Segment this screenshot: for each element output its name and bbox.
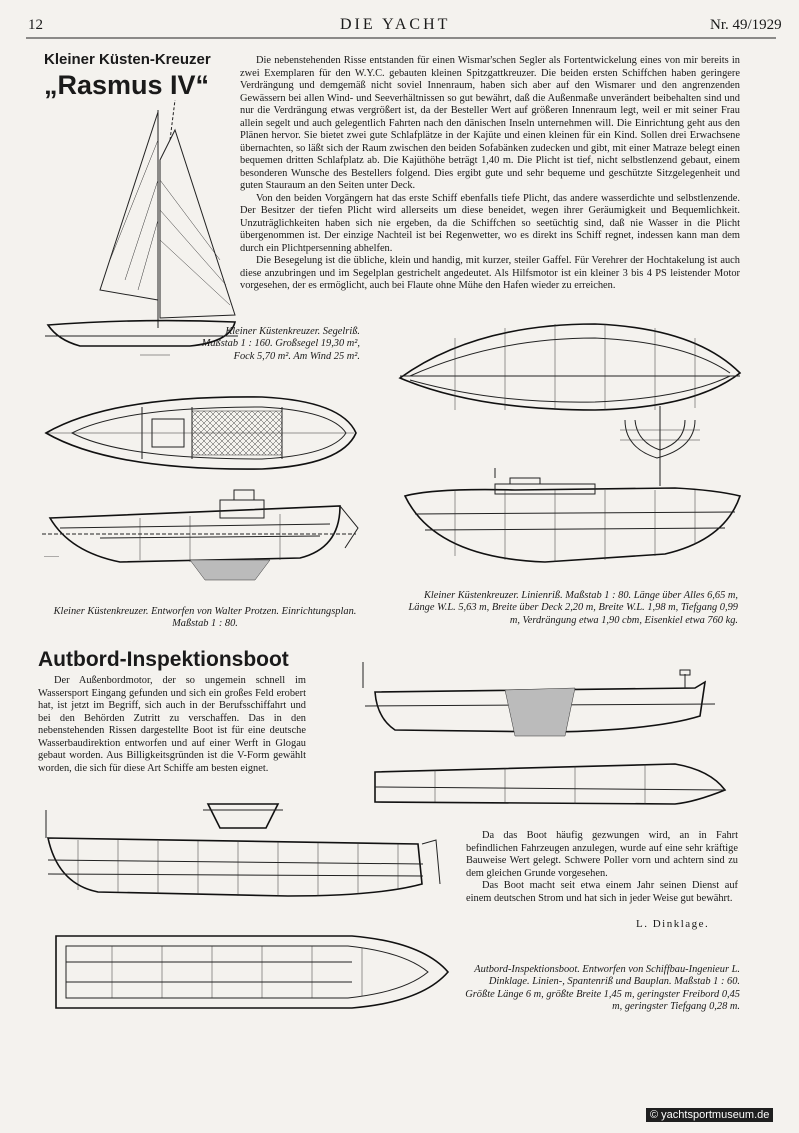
article2-body-left [38,675,306,775]
caption-inspection-boat: Autbord-Inspektionsboot. Entworfen von Schiffbau-Ingenieur L. Dinklage. Linien-, Spantenriß und Bauplan. Maßstab 1 : 60. Größte Länge 6 m, größte Breite 1,45 m, geringster Freibord 0,45 m, geringster Tiefgang 0,28 m. [465,964,740,1012]
article2-paragraph: Das Boot macht seit etwa einem Jahr seinen Dienst auf einem deutschen Strom und hat sich in jeder Weise gut bewährt. [466,880,738,904]
inspection-boat-construction-drawing [38,800,458,915]
article1-body [240,55,740,293]
caption-interior-plan: Kleiner Küstenkreuzer. Entworfen von Walter Protzen. Einrichtungsplan. Maßstab 1 : 80. [53,606,357,630]
article1-paragraph: Von den beiden Vorgängern hat das erste Schiff ebenfalls tiefe Plicht, das andere wasserdichte und selbstlenzende. Der Besitzer der tiefen Plicht wird allerseits um diese beneidet, wegen ihrer Geräumigkeit und Bequemlichkeit. Unzuträglichkeiten haben sich nie ergeben, da die Schiffchen so seetüchtig sind, daß nie Wasser in die Plicht übergenommen ist. Der einzige Nachteil ist bei Regenwetter, wo es direkt ins Schiff regnet, indessen kann man dem durch ein Plichtpersenning abhelfen. [240,192,740,254]
caption-lines-plan: Kleiner Küstenkreuzer. Linienriß. Maßstab 1 : 80. Länge über Alles 6,65 m, Länge W.L. 5,63 m, Breite über Deck 2,20 m, Breite W.L. 1,98 m, Tiefgang 0,99 m, Verdrängung etwa 1,90 cbm, Eisenkiel etwa 760 kg. [408,590,738,626]
article2-paragraph: Da das Boot häufig gezwungen wird, an in Fahrt befindlichen Fahrzeugen anzulegen, wurde auf eine sehr kräftige Bauweise Wert gelegt. Schwere Poller vorn und achtern sind zu dem gleichen Grunde vorgesehen. [466,830,738,879]
issue-number: Nr. 49/1929 [710,17,782,33]
lines-plan-drawing [395,318,755,588]
interior-profile-drawing [40,488,360,598]
article2-title: Autbord-Inspektionsboot [38,648,289,671]
article2-paragraph: Der Außenbordmotor, der so ungemein schnell im Wassersport Eingang gefunden und sich ein großes Feld erobert hat, ist jetzt im Begriff, sich auch in der Berufsschiffahrt und bei den Behörden Zutritt zu verschaffen. Das in den nebenstehenden Rissen dargestellte Boot ist für eine deutsche Wasserbaudirektion entworfen und auf einer Werft in Glogau gebaut worden. Aus Billigkeitsgründen ist die V-Form gewählt worden, die sich für diese Art Schiffe am besten eignet. [38,675,306,774]
header-rule [26,37,776,39]
article1-paragraph: Die nebenstehenden Risse entstanden für einen Wismar'schen Segler als Fortentwickelung eines von mir bereits in zwei Exemplaren für den W.Y.C. gebauten kleinen Spitzgattkreuzer. Die beiden ersten Schiffchen haben geringere Verdrängung und demgemäß nicht soviel Innenraum, haben sich aber auf den Wismarer und den angrenzenden Gewässern bei allen Wind- und Seeverhältnissen so gut bewährt, daß die Außenmaße unverändert beibehalten sind und nur die Verdrängung etwas vergrößert ist, da der Besteller Wert auf größeren Innenraum legt, weil er mit seiner Frau allein segelt und auch gelegentlich Fahrten nach den dänischen Inseln unternehmen will. Die Einrichtung geht aus den Plänen hervor. Sie bietet zwei gute Schlafplätze in der Kajüte und einen kleinen für ein Kind. Sollen drei Erwachsene übernachten, so läßt sich der Raum zwischen den beiden Sofabänken zudecken und gibt, mit einer Matraze belegt einen bequemen dritten Schlafplatz ab. Die Kajüthöhe beträgt 1,40 m. Die Plicht ist tief, nicht selbstlenzend gebaut, einem besonderen Wunsche des Bestellers folgend. Dies ergibt gute und sehr bequeme und geschützte Sitzgelegenheit und guten Stauraum an den Seiten unter Deck. [240,55,740,191]
article2-author: L. Dinklage. [636,918,710,930]
caption-sail-plan: Kleiner Küstenkreuzer. Segelriß. Maßstab 1 : 160. Großsegel 19,30 m², Fock 5,70 m². Am Wind 25 m². [201,326,360,362]
article-kicker: Kleiner Küsten-Kreuzer [44,51,211,68]
sail-plan-drawing [40,100,240,360]
watermark: © yachtsportmuseum.de [646,1108,773,1122]
inspection-boat-deck-plan-drawing [52,930,452,1015]
article2-body-right [466,830,738,905]
drawing-legend: ——— [44,554,59,560]
page-number: 12 [28,17,43,33]
article1-paragraph: Die Besegelung ist die übliche, klein und handig, mit kurzer, steiler Gaffel. Für Verehrer der Hochtakelung ist auch diese anzubringen und im Segelplan gestrichelt angedeutet. Als Hilfsmotor ist ein kleiner 3 bis 4 PS leistender Motor vorgesehen, der es ermöglicht, auch bei Flaute ohne Mühe den Hafen wieder zu erreichen. [240,255,740,291]
article-title: „Rasmus IV“ [44,70,210,100]
interior-plan-drawing [42,393,362,473]
inspection-boat-profile-drawing [355,652,755,822]
magazine-title: DIE YACHT [340,16,451,33]
